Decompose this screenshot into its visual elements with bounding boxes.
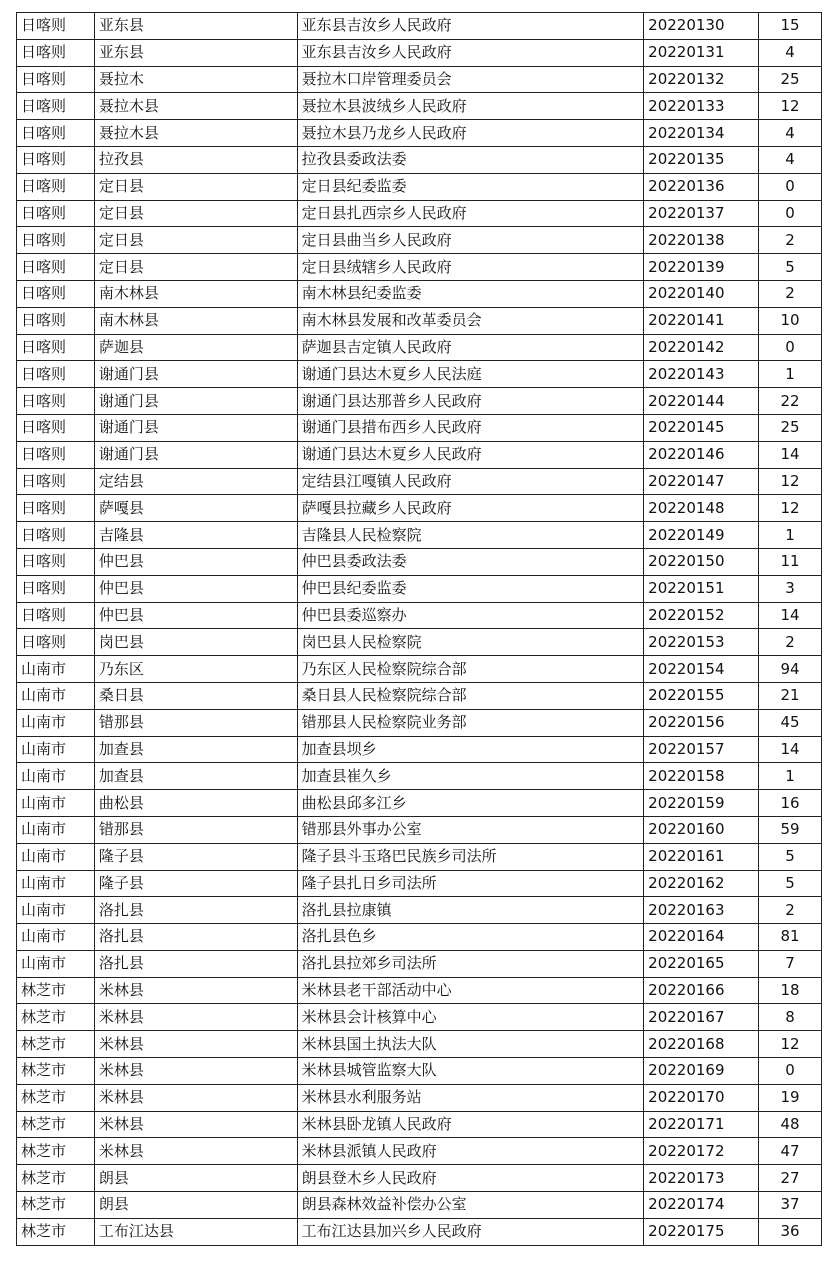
region-cell: 山南市 <box>17 709 95 736</box>
county-cell: 南木林县 <box>94 307 297 334</box>
unit-cell: 定日县纪委监委 <box>297 173 644 200</box>
count-cell: 2 <box>759 629 822 656</box>
table-row <box>17 441 822 468</box>
unit-cell: 亚东县吉汝乡人民政府 <box>297 39 644 66</box>
unit-cell: 米林县卧龙镇人民政府 <box>297 1111 644 1138</box>
county-cell: 萨嘎县 <box>94 495 297 522</box>
unit-cell: 米林县老干部活动中心 <box>297 977 644 1004</box>
county-cell: 亚东县 <box>94 39 297 66</box>
code-cell: 20220160 <box>644 816 759 843</box>
count-cell: 81 <box>759 924 822 951</box>
count-cell: 21 <box>759 682 822 709</box>
county-cell: 米林县 <box>94 1138 297 1165</box>
table-row <box>17 468 822 495</box>
code-cell: 20220139 <box>644 254 759 281</box>
unit-cell: 拉孜县委政法委 <box>297 146 644 173</box>
county-cell: 谢通门县 <box>94 388 297 415</box>
region-cell: 日喀则 <box>17 280 95 307</box>
table-row <box>17 495 822 522</box>
code-cell: 20220167 <box>644 1004 759 1031</box>
code-cell: 20220145 <box>644 414 759 441</box>
table-row <box>17 763 822 790</box>
unit-cell: 洛扎县色乡 <box>297 924 644 951</box>
table-row <box>17 388 822 415</box>
region-cell: 日喀则 <box>17 93 95 120</box>
code-cell: 20220165 <box>644 950 759 977</box>
region-cell: 日喀则 <box>17 307 95 334</box>
region-cell: 林芝市 <box>17 1218 95 1245</box>
unit-cell: 萨嘎县拉藏乡人民政府 <box>297 495 644 522</box>
county-cell: 聂拉木 <box>94 66 297 93</box>
table-row <box>17 1165 822 1192</box>
unit-cell: 米林县派镇人民政府 <box>297 1138 644 1165</box>
code-cell: 20220141 <box>644 307 759 334</box>
region-cell: 林芝市 <box>17 1165 95 1192</box>
code-cell: 20220171 <box>644 1111 759 1138</box>
table-row <box>17 146 822 173</box>
count-cell: 10 <box>759 307 822 334</box>
count-cell: 48 <box>759 1111 822 1138</box>
code-cell: 20220144 <box>644 388 759 415</box>
table-row <box>17 950 822 977</box>
table-row <box>17 254 822 281</box>
table-row <box>17 1218 822 1245</box>
table-row <box>17 522 822 549</box>
code-cell: 20220159 <box>644 790 759 817</box>
data-table <box>16 12 822 1246</box>
count-cell: 12 <box>759 495 822 522</box>
table-row <box>17 334 822 361</box>
unit-cell: 仲巴县委政法委 <box>297 548 644 575</box>
count-cell: 94 <box>759 656 822 683</box>
unit-cell: 错那县人民检察院业务部 <box>297 709 644 736</box>
region-cell: 山南市 <box>17 924 95 951</box>
unit-cell: 聂拉木县乃龙乡人民政府 <box>297 120 644 147</box>
region-cell: 林芝市 <box>17 1058 95 1085</box>
count-cell: 3 <box>759 575 822 602</box>
unit-cell: 南木林县发展和改革委员会 <box>297 307 644 334</box>
count-cell: 5 <box>759 254 822 281</box>
code-cell: 20220161 <box>644 843 759 870</box>
table-row <box>17 629 822 656</box>
count-cell: 0 <box>759 173 822 200</box>
county-cell: 朗县 <box>94 1192 297 1219</box>
table-row <box>17 1138 822 1165</box>
count-cell: 1 <box>759 522 822 549</box>
unit-cell: 聂拉木口岸管理委员会 <box>297 66 644 93</box>
count-cell: 5 <box>759 843 822 870</box>
table-row <box>17 173 822 200</box>
count-cell: 7 <box>759 950 822 977</box>
region-cell: 日喀则 <box>17 39 95 66</box>
unit-cell: 定日县绒辖乡人民政府 <box>297 254 644 281</box>
code-cell: 20220169 <box>644 1058 759 1085</box>
region-cell: 林芝市 <box>17 1084 95 1111</box>
county-cell: 谢通门县 <box>94 414 297 441</box>
county-cell: 聂拉木县 <box>94 93 297 120</box>
code-cell: 20220135 <box>644 146 759 173</box>
table-row <box>17 1111 822 1138</box>
region-cell: 林芝市 <box>17 1192 95 1219</box>
county-cell: 定日县 <box>94 173 297 200</box>
table-row <box>17 736 822 763</box>
table-row <box>17 361 822 388</box>
county-cell: 萨迦县 <box>94 334 297 361</box>
table-row <box>17 1084 822 1111</box>
region-cell: 山南市 <box>17 816 95 843</box>
code-cell: 20220166 <box>644 977 759 1004</box>
region-cell: 日喀则 <box>17 120 95 147</box>
region-cell: 日喀则 <box>17 602 95 629</box>
code-cell: 20220152 <box>644 602 759 629</box>
region-cell: 日喀则 <box>17 227 95 254</box>
county-cell: 洛扎县 <box>94 950 297 977</box>
count-cell: 8 <box>759 1004 822 1031</box>
code-cell: 20220174 <box>644 1192 759 1219</box>
county-cell: 定结县 <box>94 468 297 495</box>
region-cell: 林芝市 <box>17 1031 95 1058</box>
table-row <box>17 414 822 441</box>
count-cell: 0 <box>759 334 822 361</box>
county-cell: 米林县 <box>94 977 297 1004</box>
code-cell: 20220138 <box>644 227 759 254</box>
county-cell: 错那县 <box>94 816 297 843</box>
table-row <box>17 843 822 870</box>
unit-cell: 米林县水利服务站 <box>297 1084 644 1111</box>
region-cell: 林芝市 <box>17 977 95 1004</box>
unit-cell: 米林县国土执法大队 <box>297 1031 644 1058</box>
region-cell: 山南市 <box>17 897 95 924</box>
unit-cell: 加查县坝乡 <box>297 736 644 763</box>
table-body <box>17 13 822 1246</box>
county-cell: 洛扎县 <box>94 924 297 951</box>
code-cell: 20220151 <box>644 575 759 602</box>
county-cell: 仲巴县 <box>94 602 297 629</box>
table-row <box>17 870 822 897</box>
code-cell: 20220134 <box>644 120 759 147</box>
code-cell: 20220164 <box>644 924 759 951</box>
unit-cell: 岗巴县人民检察院 <box>297 629 644 656</box>
region-cell: 日喀则 <box>17 361 95 388</box>
county-cell: 曲松县 <box>94 790 297 817</box>
code-cell: 20220132 <box>644 66 759 93</box>
unit-cell: 定结县江嘎镇人民政府 <box>297 468 644 495</box>
table-row <box>17 897 822 924</box>
region-cell: 日喀则 <box>17 173 95 200</box>
table-row <box>17 1192 822 1219</box>
county-cell: 错那县 <box>94 709 297 736</box>
unit-cell: 朗县登木乡人民政府 <box>297 1165 644 1192</box>
count-cell: 25 <box>759 66 822 93</box>
region-cell: 山南市 <box>17 763 95 790</box>
region-cell: 山南市 <box>17 843 95 870</box>
unit-cell: 南木林县纪委监委 <box>297 280 644 307</box>
region-cell: 日喀则 <box>17 146 95 173</box>
county-cell: 南木林县 <box>94 280 297 307</box>
code-cell: 20220142 <box>644 334 759 361</box>
unit-cell: 定日县扎西宗乡人民政府 <box>297 200 644 227</box>
unit-cell: 桑日县人民检察院综合部 <box>297 682 644 709</box>
county-cell: 米林县 <box>94 1031 297 1058</box>
unit-cell: 工布江达县加兴乡人民政府 <box>297 1218 644 1245</box>
code-cell: 20220131 <box>644 39 759 66</box>
code-cell: 20220153 <box>644 629 759 656</box>
county-cell: 吉隆县 <box>94 522 297 549</box>
unit-cell: 米林县城管监察大队 <box>297 1058 644 1085</box>
code-cell: 20220136 <box>644 173 759 200</box>
county-cell: 拉孜县 <box>94 146 297 173</box>
unit-cell: 米林县会计核算中心 <box>297 1004 644 1031</box>
count-cell: 45 <box>759 709 822 736</box>
code-cell: 20220149 <box>644 522 759 549</box>
count-cell: 12 <box>759 1031 822 1058</box>
county-cell: 岗巴县 <box>94 629 297 656</box>
table-row <box>17 548 822 575</box>
count-cell: 12 <box>759 468 822 495</box>
unit-cell: 隆子县扎日乡司法所 <box>297 870 644 897</box>
count-cell: 25 <box>759 414 822 441</box>
count-cell: 12 <box>759 93 822 120</box>
code-cell: 20220158 <box>644 763 759 790</box>
table-row <box>17 575 822 602</box>
region-cell: 日喀则 <box>17 13 95 40</box>
code-cell: 20220150 <box>644 548 759 575</box>
unit-cell: 谢通门县达木夏乡人民政府 <box>297 441 644 468</box>
table-row <box>17 790 822 817</box>
unit-cell: 曲松县邱多江乡 <box>297 790 644 817</box>
unit-cell: 亚东县吉汝乡人民政府 <box>297 13 644 40</box>
unit-cell: 乃东区人民检察院综合部 <box>297 656 644 683</box>
county-cell: 亚东县 <box>94 13 297 40</box>
county-cell: 加查县 <box>94 736 297 763</box>
county-cell: 加查县 <box>94 763 297 790</box>
unit-cell: 洛扎县拉郊乡司法所 <box>297 950 644 977</box>
code-cell: 20220148 <box>644 495 759 522</box>
count-cell: 27 <box>759 1165 822 1192</box>
unit-cell: 谢通门县措布西乡人民政府 <box>297 414 644 441</box>
count-cell: 2 <box>759 280 822 307</box>
count-cell: 59 <box>759 816 822 843</box>
count-cell: 37 <box>759 1192 822 1219</box>
code-cell: 20220175 <box>644 1218 759 1245</box>
count-cell: 14 <box>759 736 822 763</box>
region-cell: 日喀则 <box>17 388 95 415</box>
region-cell: 山南市 <box>17 870 95 897</box>
table-row <box>17 93 822 120</box>
table-row <box>17 66 822 93</box>
county-cell: 谢通门县 <box>94 361 297 388</box>
table-row <box>17 656 822 683</box>
count-cell: 0 <box>759 200 822 227</box>
count-cell: 18 <box>759 977 822 1004</box>
unit-cell: 萨迦县吉定镇人民政府 <box>297 334 644 361</box>
code-cell: 20220133 <box>644 93 759 120</box>
region-cell: 山南市 <box>17 790 95 817</box>
region-cell: 日喀则 <box>17 468 95 495</box>
county-cell: 工布江达县 <box>94 1218 297 1245</box>
count-cell: 4 <box>759 39 822 66</box>
count-cell: 1 <box>759 361 822 388</box>
count-cell: 15 <box>759 13 822 40</box>
table-row <box>17 280 822 307</box>
code-cell: 20220170 <box>644 1084 759 1111</box>
unit-cell: 定日县曲当乡人民政府 <box>297 227 644 254</box>
county-cell: 定日县 <box>94 254 297 281</box>
region-cell: 日喀则 <box>17 495 95 522</box>
county-cell: 米林县 <box>94 1058 297 1085</box>
region-cell: 日喀则 <box>17 66 95 93</box>
table-row <box>17 924 822 951</box>
count-cell: 1 <box>759 763 822 790</box>
region-cell: 山南市 <box>17 682 95 709</box>
code-cell: 20220162 <box>644 870 759 897</box>
county-cell: 聂拉木县 <box>94 120 297 147</box>
region-cell: 日喀则 <box>17 522 95 549</box>
count-cell: 36 <box>759 1218 822 1245</box>
table-row <box>17 816 822 843</box>
unit-cell: 谢通门县达那普乡人民政府 <box>297 388 644 415</box>
count-cell: 22 <box>759 388 822 415</box>
code-cell: 20220157 <box>644 736 759 763</box>
table-row <box>17 13 822 40</box>
unit-cell: 隆子县斗玉珞巴民族乡司法所 <box>297 843 644 870</box>
county-cell: 米林县 <box>94 1084 297 1111</box>
unit-cell: 仲巴县纪委监委 <box>297 575 644 602</box>
code-cell: 20220147 <box>644 468 759 495</box>
county-cell: 米林县 <box>94 1111 297 1138</box>
count-cell: 14 <box>759 602 822 629</box>
county-cell: 仲巴县 <box>94 548 297 575</box>
unit-cell: 错那县外事办公室 <box>297 816 644 843</box>
table-row <box>17 307 822 334</box>
county-cell: 定日县 <box>94 200 297 227</box>
code-cell: 20220172 <box>644 1138 759 1165</box>
count-cell: 47 <box>759 1138 822 1165</box>
table-row <box>17 200 822 227</box>
county-cell: 谢通门县 <box>94 441 297 468</box>
unit-cell: 洛扎县拉康镇 <box>297 897 644 924</box>
region-cell: 日喀则 <box>17 200 95 227</box>
count-cell: 14 <box>759 441 822 468</box>
count-cell: 4 <box>759 120 822 147</box>
table-row <box>17 227 822 254</box>
county-cell: 隆子县 <box>94 843 297 870</box>
code-cell: 20220173 <box>644 1165 759 1192</box>
region-cell: 日喀则 <box>17 629 95 656</box>
region-cell: 日喀则 <box>17 414 95 441</box>
count-cell: 2 <box>759 897 822 924</box>
code-cell: 20220140 <box>644 280 759 307</box>
unit-cell: 加查县崔久乡 <box>297 763 644 790</box>
table-row <box>17 602 822 629</box>
region-cell: 林芝市 <box>17 1138 95 1165</box>
region-cell: 日喀则 <box>17 575 95 602</box>
county-cell: 定日县 <box>94 227 297 254</box>
unit-cell: 仲巴县委巡察办 <box>297 602 644 629</box>
region-cell: 山南市 <box>17 736 95 763</box>
table-row <box>17 709 822 736</box>
region-cell: 日喀则 <box>17 254 95 281</box>
table-row <box>17 1058 822 1085</box>
region-cell: 山南市 <box>17 656 95 683</box>
unit-cell: 聂拉木县波绒乡人民政府 <box>297 93 644 120</box>
count-cell: 11 <box>759 548 822 575</box>
code-cell: 20220130 <box>644 13 759 40</box>
region-cell: 日喀则 <box>17 441 95 468</box>
county-cell: 仲巴县 <box>94 575 297 602</box>
county-cell: 米林县 <box>94 1004 297 1031</box>
code-cell: 20220163 <box>644 897 759 924</box>
code-cell: 20220154 <box>644 656 759 683</box>
code-cell: 20220143 <box>644 361 759 388</box>
county-cell: 隆子县 <box>94 870 297 897</box>
county-cell: 乃东区 <box>94 656 297 683</box>
region-cell: 日喀则 <box>17 548 95 575</box>
county-cell: 桑日县 <box>94 682 297 709</box>
unit-cell: 吉隆县人民检察院 <box>297 522 644 549</box>
table-row <box>17 39 822 66</box>
table-row <box>17 1031 822 1058</box>
count-cell: 5 <box>759 870 822 897</box>
county-cell: 洛扎县 <box>94 897 297 924</box>
table-row <box>17 682 822 709</box>
region-cell: 林芝市 <box>17 1004 95 1031</box>
region-cell: 日喀则 <box>17 334 95 361</box>
count-cell: 19 <box>759 1084 822 1111</box>
count-cell: 0 <box>759 1058 822 1085</box>
count-cell: 16 <box>759 790 822 817</box>
count-cell: 2 <box>759 227 822 254</box>
county-cell: 朗县 <box>94 1165 297 1192</box>
code-cell: 20220168 <box>644 1031 759 1058</box>
table-row <box>17 1004 822 1031</box>
table-row <box>17 120 822 147</box>
unit-cell: 朗县森林效益补偿办公室 <box>297 1192 644 1219</box>
table-row <box>17 977 822 1004</box>
region-cell: 林芝市 <box>17 1111 95 1138</box>
code-cell: 20220146 <box>644 441 759 468</box>
count-cell: 4 <box>759 146 822 173</box>
unit-cell: 谢通门县达木夏乡人民法庭 <box>297 361 644 388</box>
code-cell: 20220155 <box>644 682 759 709</box>
region-cell: 山南市 <box>17 950 95 977</box>
code-cell: 20220137 <box>644 200 759 227</box>
code-cell: 20220156 <box>644 709 759 736</box>
